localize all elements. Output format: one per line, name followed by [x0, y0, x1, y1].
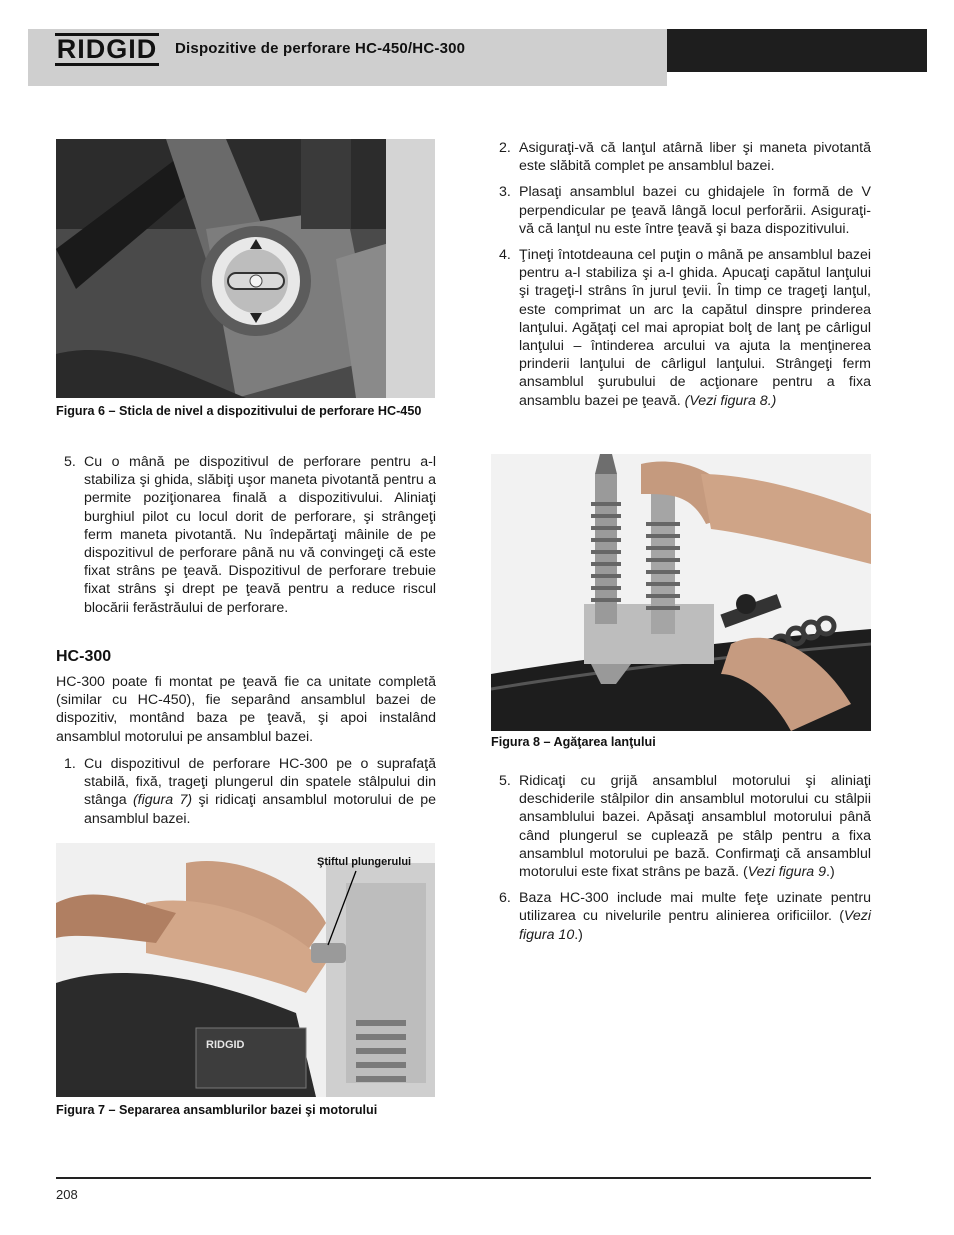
step-text: Ţineţi întotdeauna cel puţin o mână pe ansamblul bazei pentru a-l stabiliza şi a-l ghida. Apucaţi capătul lanţului şi trageţi-l strâns în jurul ţevii. În timp ce trageţi lanţul, este comprimat un arc la capătul dinspre prinderea lanţului. Agăţaţi cel mai apropiat bolţ de lanţ pe cârligul lanţului – întinderea arcului va ajuta la menţinerea prinderii lanţului de cârligul lanţului. Strângeţi ferm ansamblul şurubului de acţionare pentru a fixa ansamblu bazei pe ţeavă.: [519, 247, 871, 409]
step-number: 1.: [64, 756, 76, 772]
left-step-5: [56, 453, 436, 625]
list-item: [56, 755, 436, 828]
ridgid-logo: [56, 33, 158, 65]
page-title: Dispozitive de perforare HC-450/HC-300: [175, 40, 466, 57]
step-number: 4.: [499, 247, 511, 264]
page-number: 208: [56, 1187, 78, 1202]
list-item: [56, 453, 436, 617]
step-number: 6.: [499, 890, 511, 907]
header-underline: [28, 72, 667, 86]
figure-6-image: [56, 139, 435, 398]
list-item: [491, 139, 871, 175]
figure-reference: Vezi figura 9: [747, 864, 827, 881]
figure-reference: Vezi figura 10: [519, 908, 871, 943]
header-black-tab: [667, 29, 927, 72]
figure-6-caption-text: Figura 6 – Sticla de nivel a dispozitivului de perforare HC-450: [56, 404, 422, 418]
figure-reference: (Vezi figura 8.): [684, 392, 777, 409]
figure-7-image: [56, 843, 435, 1097]
svg-text:RIDGID: RIDGID: [206, 1039, 245, 1051]
step-text: şi ridicaţi ansamblul motorului de pe ansamblul bazei.: [84, 792, 436, 827]
section-heading-hc300: HC-300: [56, 648, 112, 665]
hc300-intro: HC-300 poate fi montat pe ţeavă fie ca unitate completă (similar cu HC-450), fie separând ansamblul bazei de dispozitiv, montând baza pe ţeavă, şi apoi instalând ansamblul motorului pe ansamblul bazei.: [56, 674, 436, 745]
motor-base-separation-illustration: [56, 843, 435, 1097]
logo-text: RIDGID: [56, 33, 158, 64]
list-item: [491, 889, 871, 944]
level-glass-illustration: [56, 139, 435, 398]
figure-8-image: [491, 454, 871, 731]
step-text: .): [574, 926, 583, 943]
figure-7-callout: Ştiftul plungerului: [317, 856, 412, 868]
step-text: Asiguraţi-vă că lanţul atârnă liber şi maneta pivotantă este slăbită complet pe ansamblul bazei.: [519, 140, 871, 175]
left-step-1: [56, 755, 436, 836]
step-number: 2.: [499, 140, 511, 156]
step-text: .): [826, 864, 835, 881]
step-number: 5.: [499, 773, 511, 789]
step-text: Plasaţi ansamblul bazei cu ghidajele în formă de V perpendicular pe ţeavă lângă locul perforării. Asiguraţi-vă că lanţul nu este între ţeavă şi baza dispozitivului.: [519, 184, 871, 237]
figure-8-caption: Figura 8 – Agăţarea lanţului: [491, 735, 656, 749]
list-item: [491, 772, 871, 881]
step-text: Baza HC-300 include mai multe feţe uzinate pentru utilizarea cu nivelurile pentru alinierea orificiilor. (: [519, 890, 871, 925]
list-item: [491, 183, 871, 238]
figure-reference: (figura 7): [132, 792, 193, 809]
chain-hooking-illustration: [491, 454, 871, 731]
step-text: Cu o mână pe dispozitivul de perforare pentru a-l stabiliza şi ghida, slăbiţi uşor maneta pivotantă pentru a permite poziţionarea finală a dispozitivului. Aliniaţi burghiul pilot cu locul dorit de perforare, şi strângeţi ferm maneta pivotantă. Nu îndepărtaţi mâinile de pe dispozitivul de perforare până nu vă convingeţi că este fixat strâns pe ţeavă. Dispozitivul de perforare trebuie fixat strâns şi drept pe ţeavă pentru a reduce riscul blocării ferăstrăului de perforare.: [84, 454, 436, 616]
figure-6-caption: [56, 403, 436, 419]
footer-rule: [56, 1177, 871, 1179]
right-steps-2-4: [491, 139, 871, 418]
list-item: [491, 246, 871, 410]
step-number: 5.: [64, 454, 76, 470]
step-text: Ridicaţi cu grijă ansamblul motorului şi aliniaţi deschiderile stâlpilor din ansamblul motorului cu stâlpii ansamblului bazei. Apăsaţi ansamblul motorului până când plungerul se cuplează pe stâlp pentru a fixa ansamblul motorului pe bază. Confirmaţi că ansamblul motorului este fixat strâns pe bază. (: [519, 773, 871, 881]
step-text: Cu dispozitivul de perforare HC-300 pe o suprafaţă stabilă, fixă, trageţi plungerul din spatele stâlpului din stânga: [84, 756, 436, 809]
right-steps-5-6: [491, 772, 871, 952]
step-number: 3.: [499, 184, 511, 201]
figure-7-caption: Figura 7 – Separarea ansamblurilor bazei şi motorului: [56, 1103, 378, 1117]
